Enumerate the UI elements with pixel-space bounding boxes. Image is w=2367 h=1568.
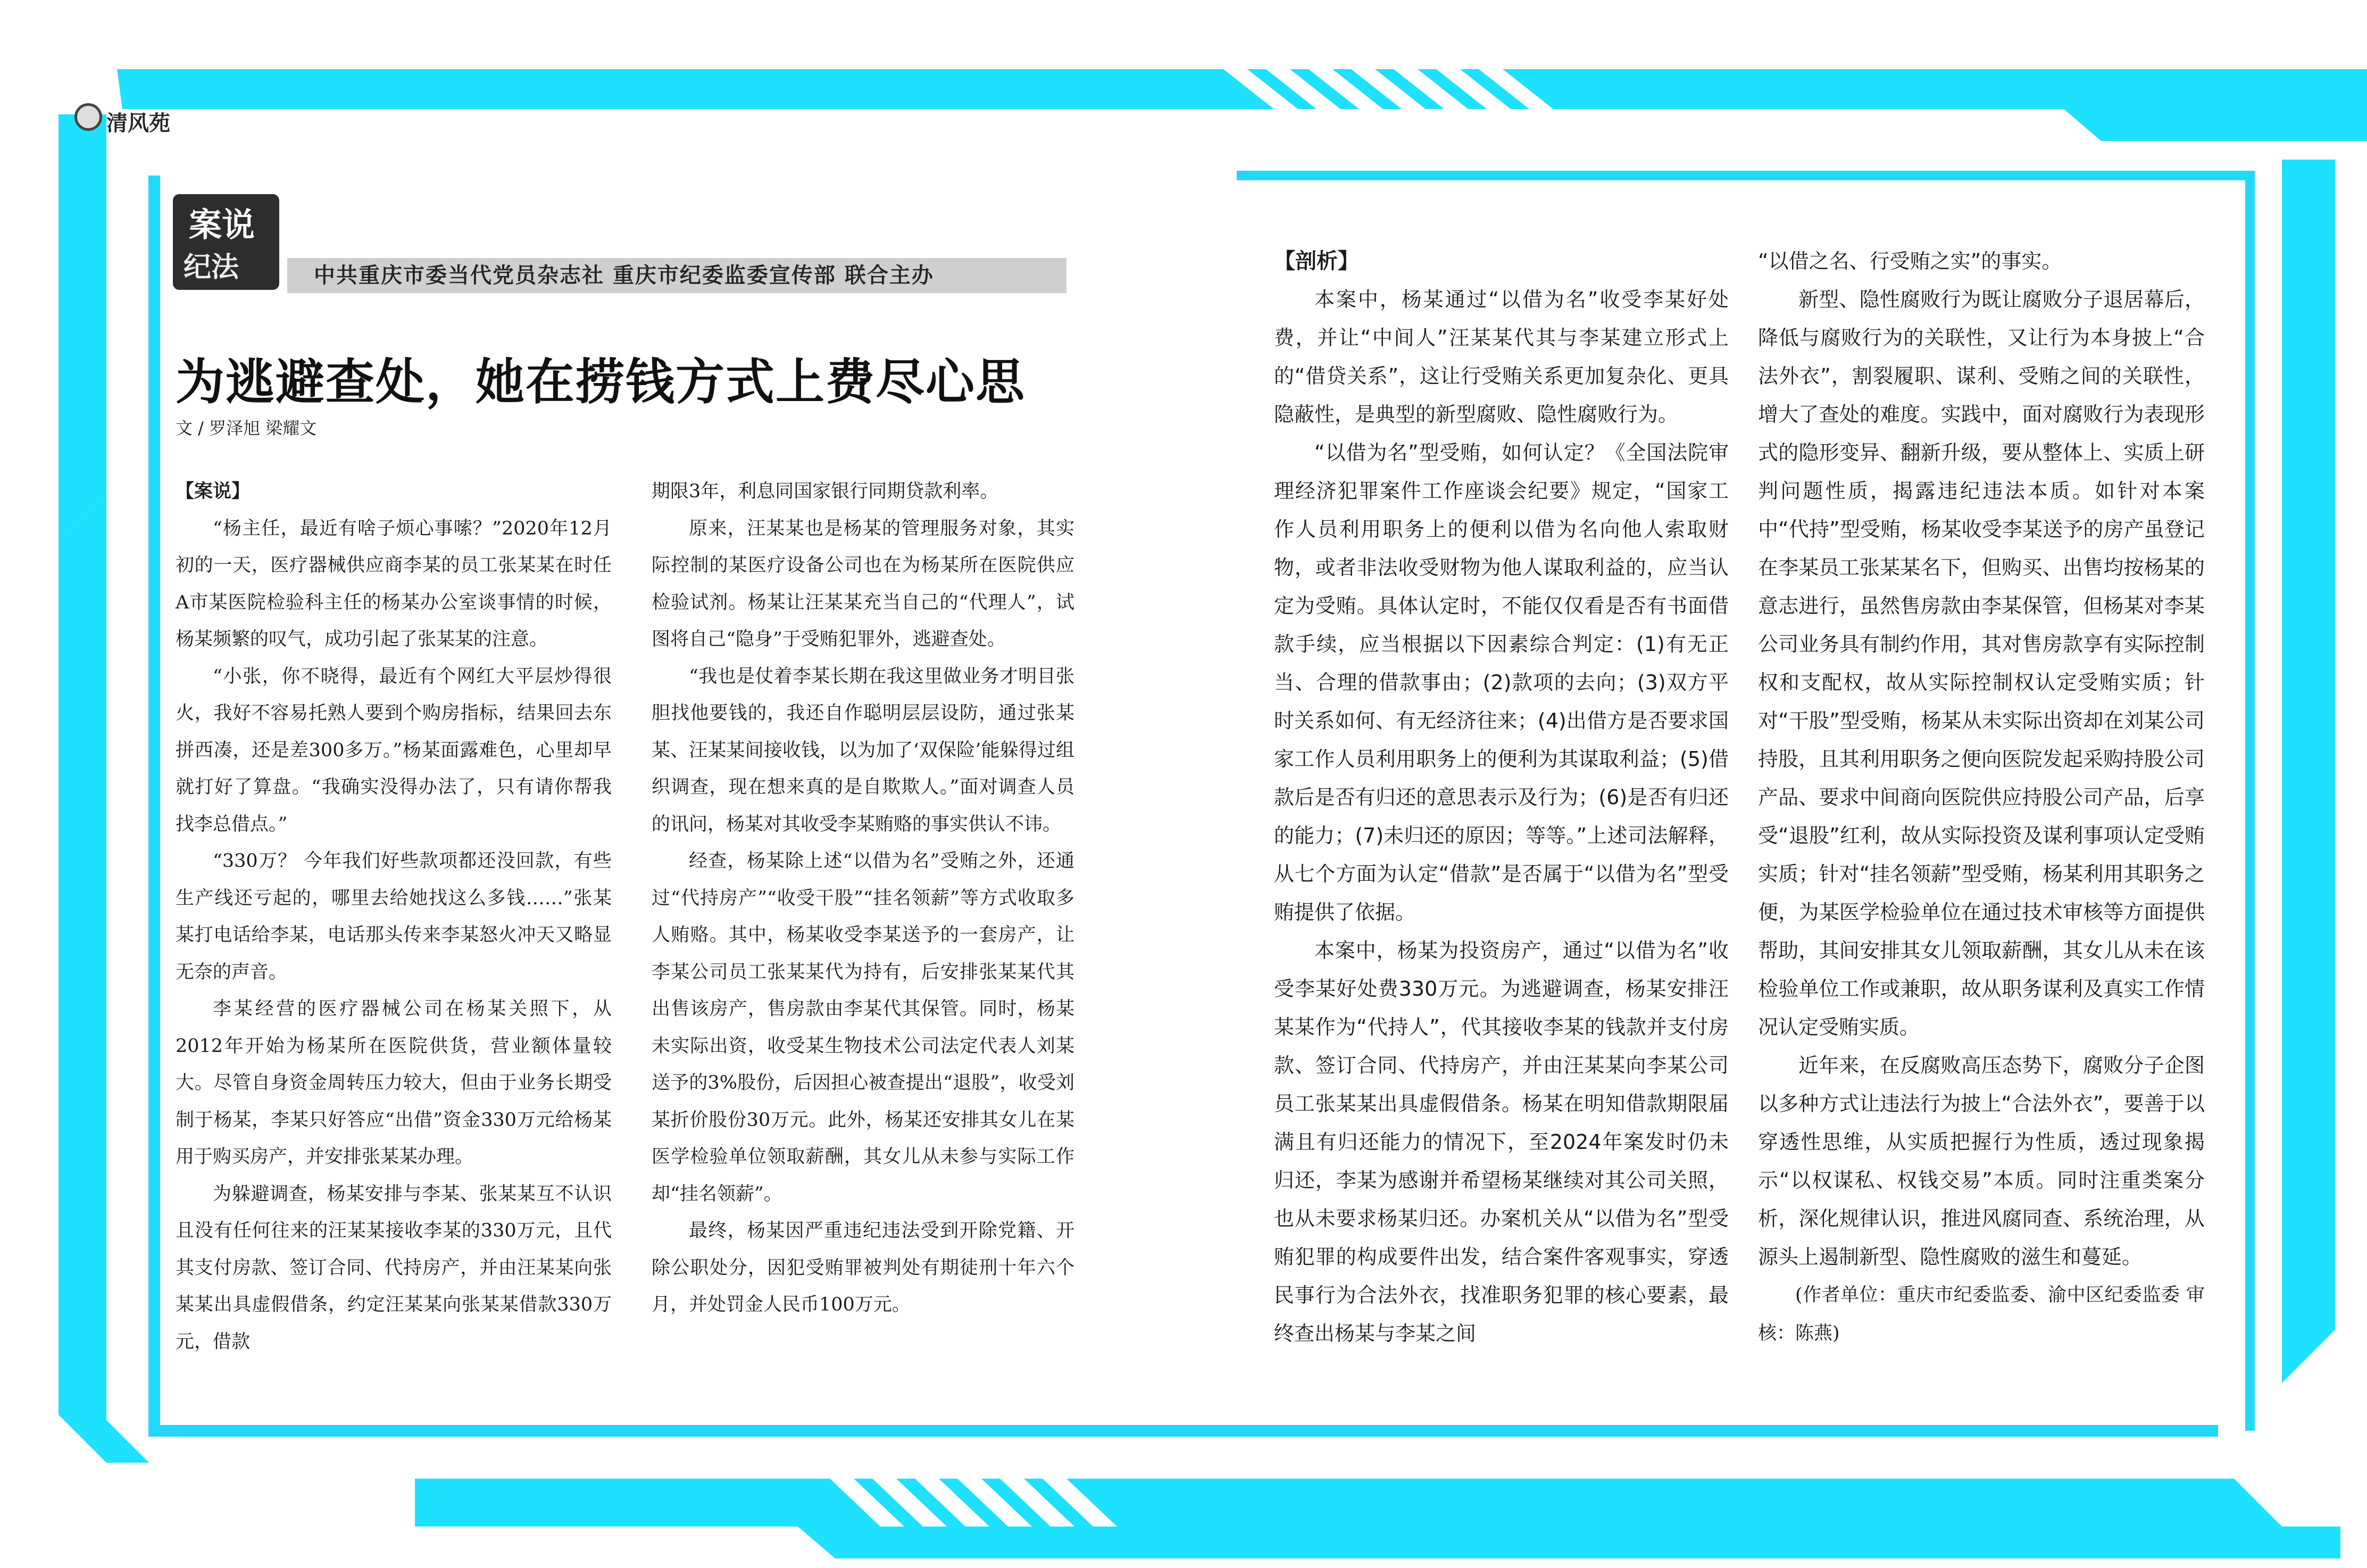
badge-line-1: 案说	[189, 205, 255, 244]
byline: 文 / 罗泽旭 梁耀文	[176, 418, 317, 438]
paragraph: 经查，杨某除上述“以借为名”受贿之外，还通过“代持房产”“收受干股”“挂名领薪”等方式收取多人贿赂。其中，杨某收受李某送予的一套房产，让李某公司员工张某某代为持有，后安排张某某代其出售该房产，售房款由李某代其保管。同时，杨某未实际出资，收受某生物技术公司法定代表人刘某送予的3%股份，后因担心被查提出“退股”，收受刘某折价股份30万元。此外，杨某还安排其女儿在某医学检验单位领取薪酬，其女儿从未参与实际工作却“挂名领薪”。	[652, 850, 1074, 1205]
paragraph: “我也是仗着李某长期在我这里做业务才明目张胆找他要钱的，我还自作聪明层层设防，通过张某某、汪某某间接收钱，以为加了‘双保险’能躲得过组织调查，现在想来真的是自欺欺人。”面对调查人员的讯问，杨某对其收受李某贿赂的事实供认不讳。	[652, 665, 1074, 835]
case-heading: 【案说】	[176, 481, 251, 502]
paragraph: “以借之名、行受贿之实”的事实。	[1758, 249, 2062, 273]
analysis-column-1	[1274, 242, 1729, 1353]
paragraph: 本案中，杨某为投资房产，通过“以借为名”收受李某好处费330万元。为逃避调查，杨某安排汪某某作为“代持人”，代其接收李某的钱款并支付房款、签订合同、代持房产，并由汪某某向李某公司员工张某某出具虚假借条。杨某在明知借款期限届满且有归还能力的情况下，至2024年案发时仍未归还，李某为感谢并希望杨某继续对其公司关照，也从未要求杨某归还。办案机关从“以借为名”型受贿犯罪的构成要件出发，结合案件客观事实，穿透民事行为合法外衣，找准职务犯罪的核心要素，最终查出杨某与李某之间	[1274, 939, 1729, 1345]
author-credit: (作者单位：重庆市纪委监委、渝中区纪委监委 审核：陈燕)	[1758, 1285, 2205, 1344]
paragraph: “以借为名”型受贿，如何认定？《全国法院审理经济犯罪案件工作座谈会纪要》规定，“国家工作人员利用职务上的便利以借为名向他人索取财物，或者非法收受财物为他人谋取利益的，应当认定为受贿。具体认定时，不能仅仅看是否有书面借款手续，应当根据以下因素综合判定：(1)有无正当、合理的借款事由；(2)款项的去向；(3)双方平时关系如何、有无经济往来；(4)出借方是否要求国家工作人员利用职务上的便利为其谋取利益；(5)借款后是否有归还的意思表示及行为；(6)是否有归还的能力；(7)未归还的原因；等等。”上述司法解释，从七个方面为认定“借款”是否属于“以借为名”型受贿提供了依据。	[1274, 441, 1729, 924]
paragraph: 近年来，在反腐败高压态势下，腐败分子企图以多种方式让违法行为披上“合法外衣”，要善于以穿透性思维，从实质把握行为性质，透过现象揭示“以权谋私、权钱交易”本质。同时注重类案分析，深化规律认识，推进风腐同查、系统治理，从源头上遏制新型、隐性腐败的滋生和蔓延。	[1758, 1054, 2205, 1269]
badge-line-2: 纪法	[184, 252, 239, 283]
paragraph: 最终，杨某因严重违纪违法受到开除党籍、开除公职处分，因犯受贿罪被判处有期徒刑十年六个月，并处罚金人民币100万元。	[652, 1220, 1074, 1315]
paragraph: 本案中，杨某通过“以借为名”收受李某好处费，并让“中间人”汪某某代其与李某建立形式上的“借贷关系”，这让行受贿关系更加复杂化、更具隐蔽性，是典型的新型腐败、隐性腐败行为。	[1274, 288, 1729, 426]
paragraph: 李某经营的医疗器械公司在杨某关照下，从2012年开始为杨某所在医院供货，营业额体量较大。尽管自身资金周转压力较大，但由于业务长期受制于杨某，李某只好答应“出借”资金330万元给杨某用于购买房产，并安排张某某办理。	[176, 998, 612, 1167]
paragraph: “杨主任，最近有啥子烦心事嗦？”2020年12月初的一天，医疗器械供应商李某的员工张某某在时任A市某医院检验科主任的杨某办公室谈事情的时候，杨某频繁的叹气，成功引起了张某某的注意。	[176, 518, 612, 650]
paragraph: 原来，汪某某也是杨某的管理服务对象，其实际控制的某医疗设备公司也在为杨某所在医院供应检验试剂。杨某让汪某某充当自己的“代理人”，试图将自己“隐身”于受贿犯罪外，逃避查处。	[652, 518, 1074, 650]
analysis-heading: 【剖析】	[1274, 249, 1359, 273]
article-title: 为逃避查处，她在捞钱方式上费尽心思	[176, 354, 1026, 411]
paragraph: 期限3年，利息同国家银行同期贷款利率。	[652, 481, 999, 502]
analysis-column-2	[1758, 242, 2205, 1353]
section-badge	[173, 194, 279, 290]
case-column-2	[652, 473, 1074, 1324]
case-column-1	[176, 473, 612, 1361]
paragraph: “330万？ 今年我们好些款项都还没回款，有些生产线还亏起的，哪里去给她找这么多钱……”张某某打电话给李某，电话那头传来李某怒火冲天又略显无奈的声音。	[176, 850, 612, 983]
column-logo-icon	[74, 103, 102, 131]
sponsor-bar: 中共重庆市委当代党员杂志社 重庆市纪委监委宣传部 联合主办	[287, 258, 1066, 293]
column-name: 清风苑	[106, 111, 170, 136]
paragraph: “小张，你不晓得，最近有个网红大平层炒得很火，我好不容易托熟人要到个购房指标，结果回去东拼西凑，还是差300多万。”杨某面露难色，心里却早就打好了算盘。“我确实没得办法了，只有请你帮我找李总借点。”	[176, 665, 612, 835]
paragraph: 为躲避调查，杨某安排与李某、张某某互不认识且没有任何往来的汪某某接收李某的330万元，且代其支付房款、签订合同、代持房产，并由汪某某向张某某出具虚假借条，约定汪某某向张某某借款330万元，借款	[176, 1183, 612, 1353]
paragraph: 新型、隐性腐败行为既让腐败分子退居幕后，降低与腐败行为的关联性，又让行为本身披上“合法外衣”，割裂履职、谋利、受贿之间的关联性，增大了查处的难度。实践中，面对腐败行为表现形式的隐形变异、翻新升级，要从整体上、实质上研判问题性质，揭露违纪违法本质。如针对本案中“代持”型受贿，杨某收受李某送予的房产虽登记在李某员工张某某名下，但购买、出售均按杨某的意志进行，虽然售房款由李某保管，但杨某对李某公司业务具有制约作用，其对售房款享有实际控制权和支配权，故从实际控制权认定受贿实质；针对“干股”型受贿，杨某从未实际出资却在刘某公司持股，且其利用职务之便向医院发起采购持股公司产品、要求中间商向医院供应持股公司产品，后享受“退股”红利，故从实际投资及谋利事项认定受贿实质；针对“挂名领薪”型受贿，杨某利用其职务之便，为某医学检验单位在通过技术审核等方面提供帮助，其间安排其女儿领取薪酬，其女儿从未在该检验单位工作或兼职，故从职务谋利及真实工作情况认定受贿实质。	[1758, 288, 2205, 1039]
